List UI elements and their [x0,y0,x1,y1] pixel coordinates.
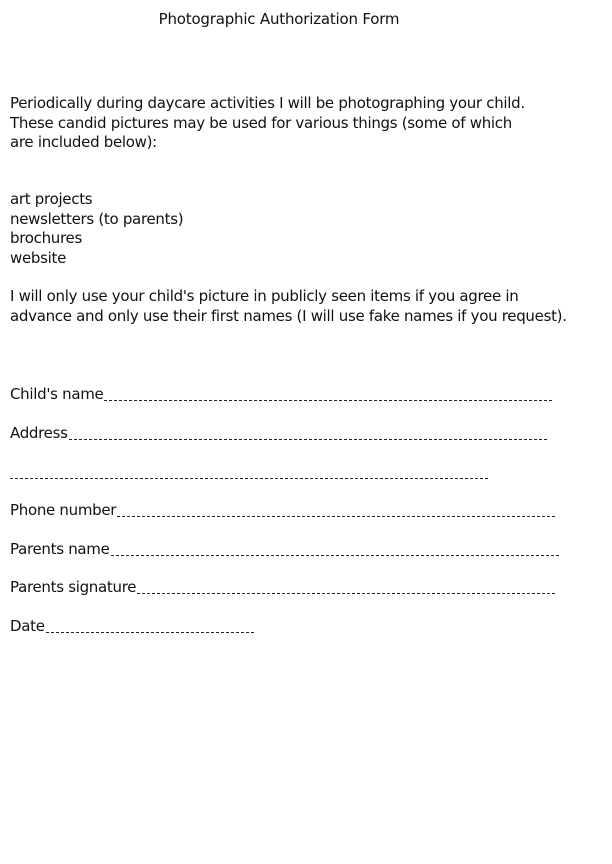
parents-name-blank[interactable] [111,555,559,556]
parents-signature-field [10,575,555,597]
use-item-art-projects: art projects [10,190,93,208]
use-item-brochures: brochures [10,229,82,247]
address-second-blank[interactable] [10,478,488,479]
consent-paragraph [10,287,595,326]
phone-number-blank[interactable] [117,516,555,517]
address-label: Address [10,424,68,442]
parents-name-label: Parents name [10,540,110,558]
address-field [10,421,547,443]
use-item-website: website [10,248,67,267]
address-second-line-field [10,460,488,482]
child-name-label: Child's name [10,385,104,403]
consent-line: advance and only use their first names (I will use fake names if you request). [10,306,567,325]
phone-number-label: Phone number [10,501,117,519]
date-label: Date [10,617,45,635]
parents-signature-blank[interactable] [137,593,555,594]
phone-number-field [10,498,555,520]
form-title: Photographic Authorization Form [158,10,400,28]
child-name-field [10,382,552,404]
child-name-blank[interactable] [104,400,552,401]
parents-name-field [10,537,559,559]
parents-signature-label: Parents signature [10,578,137,596]
consent-line: I will only use your child's picture in publicly seen items if you agree in [10,287,519,305]
address-blank[interactable] [69,439,547,440]
date-blank[interactable] [46,632,254,633]
date-field [10,614,254,636]
intro-paragraph [10,94,595,153]
intro-line: are included below): [10,133,157,151]
intro-line: Periodically during daycare activities I will be photographing your child. [10,94,525,112]
use-item-newsletters: newsletters (to parents) [10,209,184,228]
uses-list [10,190,595,268]
intro-line: These candid pictures may be used for various things (some of which [10,113,512,132]
